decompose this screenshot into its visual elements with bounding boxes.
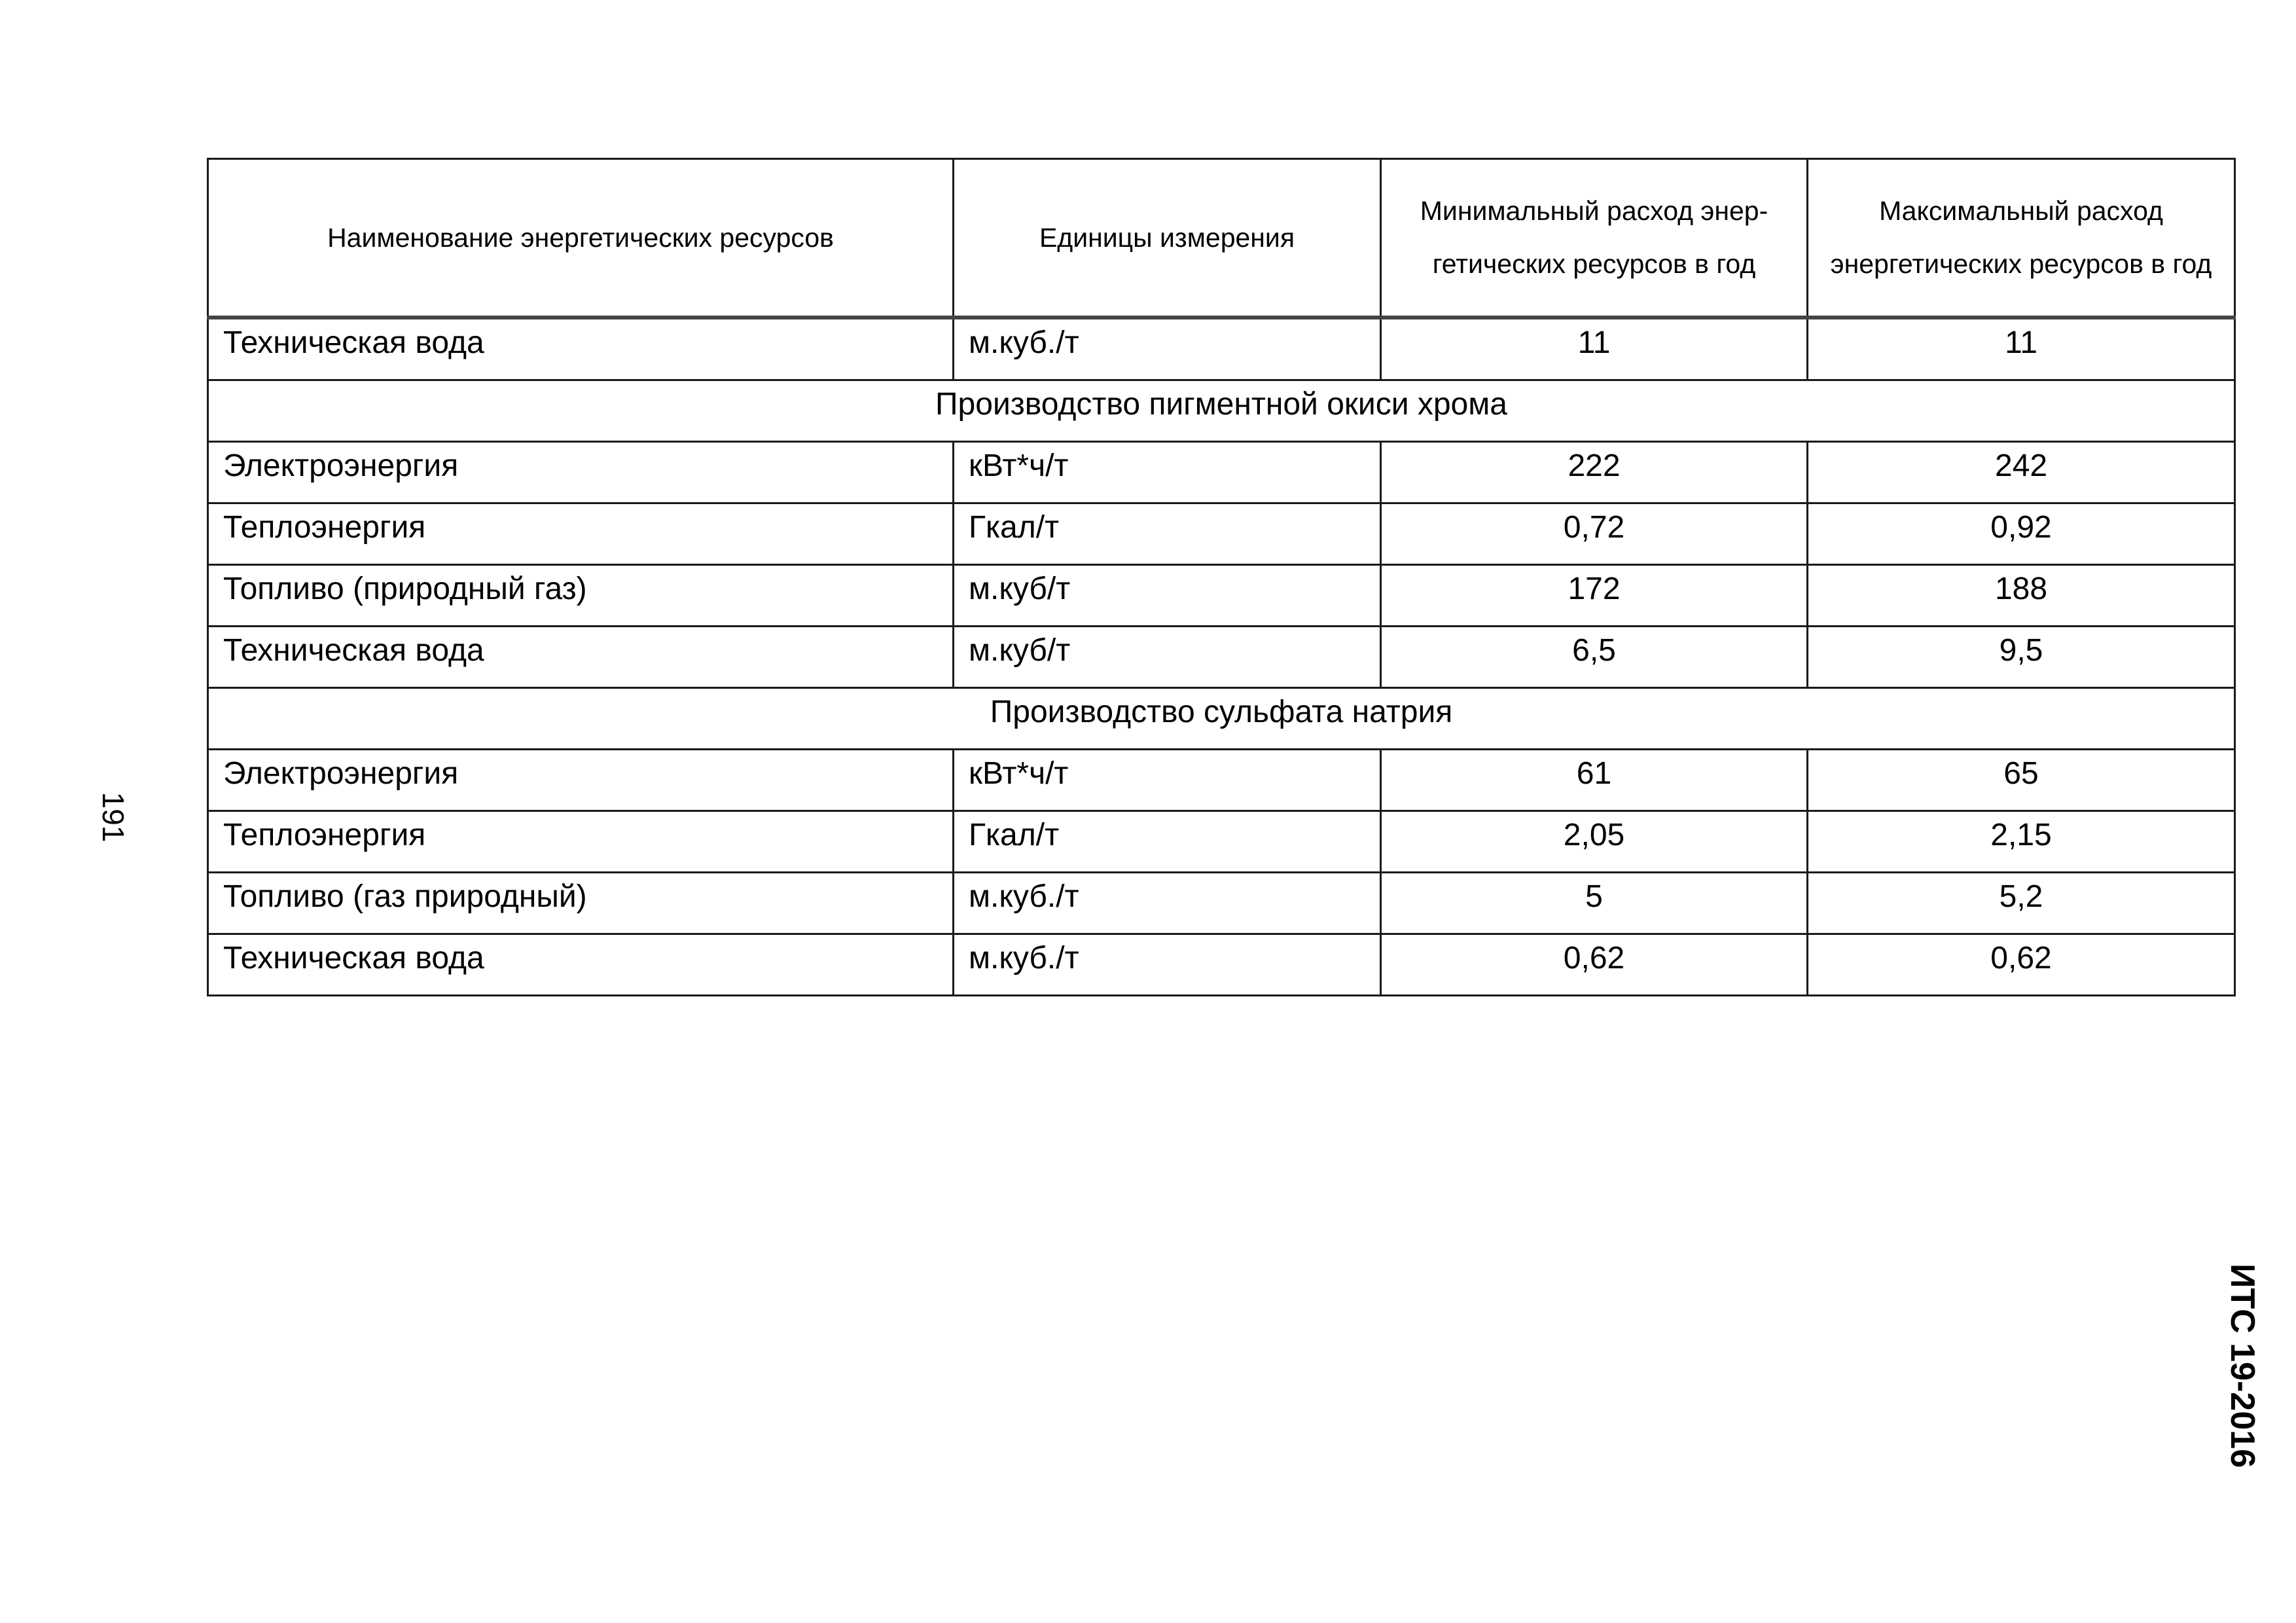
min-consumption-cell: 172 bbox=[1381, 565, 1808, 627]
max-consumption-cell: 5,2 bbox=[1808, 873, 2235, 934]
resource-name-cell: Техническая вода bbox=[208, 934, 954, 996]
header-row bbox=[208, 159, 2235, 318]
section-row bbox=[208, 380, 2235, 442]
unit-cell: Гкал/т bbox=[954, 503, 1381, 565]
header-unit: Единицы измерения bbox=[954, 159, 1381, 318]
resource-name-cell: Техническая вода bbox=[208, 318, 954, 380]
min-consumption-cell: 0,62 bbox=[1381, 934, 1808, 996]
resource-name-cell: Теплоэнергия bbox=[208, 503, 954, 565]
resource-name-cell: Электроэнергия bbox=[208, 750, 954, 811]
table-row bbox=[208, 442, 2235, 503]
max-consumption-cell: 65 bbox=[1808, 750, 2235, 811]
table-row bbox=[208, 503, 2235, 565]
table-row bbox=[208, 565, 2235, 627]
resource-name-cell: Теплоэнергия bbox=[208, 811, 954, 873]
table-body bbox=[208, 318, 2235, 996]
min-consumption-cell: 222 bbox=[1381, 442, 1808, 503]
min-consumption-cell: 5 bbox=[1381, 873, 1808, 934]
header-resource-name: Наименование энергетических ресурсов bbox=[208, 159, 954, 318]
unit-cell: м.куб./т bbox=[954, 318, 1381, 380]
section-title: Производство сульфата натрия bbox=[208, 688, 2235, 750]
min-consumption-cell: 6,5 bbox=[1381, 627, 1808, 688]
min-consumption-cell: 0,72 bbox=[1381, 503, 1808, 565]
unit-cell: м.куб/т bbox=[954, 565, 1381, 627]
min-consumption-cell: 61 bbox=[1381, 750, 1808, 811]
table-row bbox=[208, 750, 2235, 811]
unit-cell: кВт*ч/т bbox=[954, 750, 1381, 811]
unit-cell: кВт*ч/т bbox=[954, 442, 1381, 503]
section-title: Производство пигментной окиси хрома bbox=[208, 380, 2235, 442]
resource-name-cell: Топливо (газ природный) bbox=[208, 873, 954, 934]
header-min-consumption: Минимальный расход энер-гетических ресурсов в год bbox=[1381, 159, 1808, 318]
resource-name-cell: Топливо (природный газ) bbox=[208, 565, 954, 627]
max-consumption-cell: 11 bbox=[1808, 318, 2235, 380]
energy-resources-table bbox=[207, 158, 2236, 996]
resource-name-cell: Техническая вода bbox=[208, 627, 954, 688]
table-row bbox=[208, 811, 2235, 873]
max-consumption-cell: 0,92 bbox=[1808, 503, 2235, 565]
unit-cell: Гкал/т bbox=[954, 811, 1381, 873]
unit-cell: м.куб./т bbox=[954, 873, 1381, 934]
page-number: 191 bbox=[96, 792, 130, 843]
unit-cell: м.куб/т bbox=[954, 627, 1381, 688]
unit-cell: м.куб./т bbox=[954, 934, 1381, 996]
min-consumption-cell: 11 bbox=[1381, 318, 1808, 380]
resource-name-cell: Электроэнергия bbox=[208, 442, 954, 503]
max-consumption-cell: 0,62 bbox=[1808, 934, 2235, 996]
table-header bbox=[208, 159, 2235, 318]
max-consumption-cell: 9,5 bbox=[1808, 627, 2235, 688]
header-max-consumption: Максимальный расход энергетических ресурсов в год bbox=[1808, 159, 2235, 318]
max-consumption-cell: 2,15 bbox=[1808, 811, 2235, 873]
table-row bbox=[208, 934, 2235, 996]
table-row bbox=[208, 318, 2235, 380]
table-row bbox=[208, 627, 2235, 688]
table-row bbox=[208, 873, 2235, 934]
max-consumption-cell: 188 bbox=[1808, 565, 2235, 627]
document-code: ИТС 19-2016 bbox=[2223, 1264, 2261, 1468]
max-consumption-cell: 242 bbox=[1808, 442, 2235, 503]
section-row bbox=[208, 688, 2235, 750]
min-consumption-cell: 2,05 bbox=[1381, 811, 1808, 873]
